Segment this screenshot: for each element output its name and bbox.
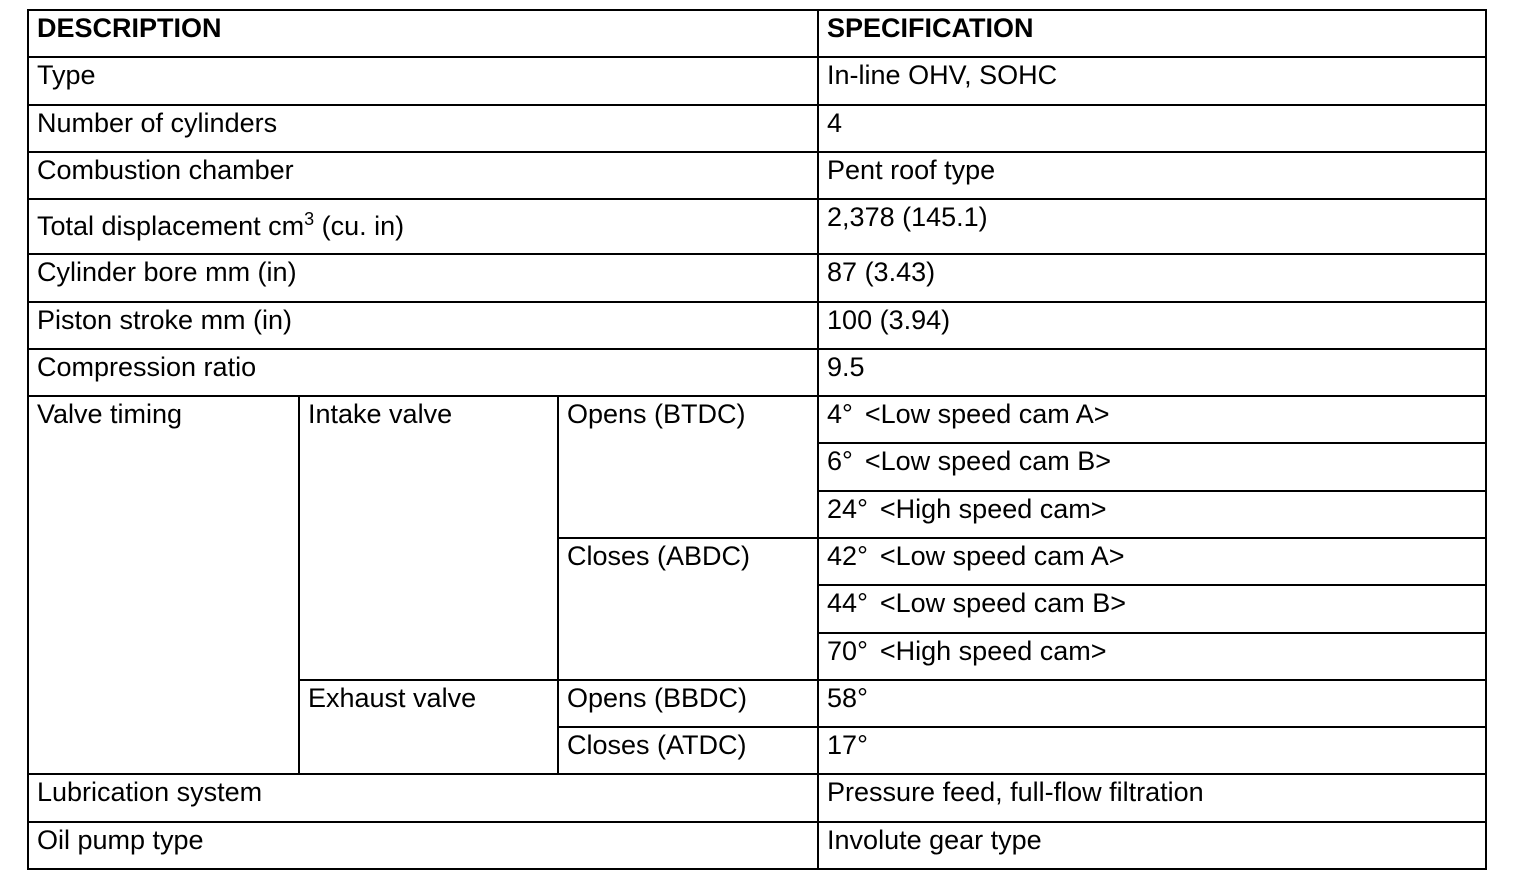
table-header-row — [28, 10, 1486, 57]
description-header: DESCRIPTION — [28, 10, 818, 57]
exhaust-closes-label: Closes (ATDC) — [558, 727, 818, 774]
table-row — [28, 254, 1486, 301]
table-row — [28, 396, 1486, 443]
row-description: Type — [28, 57, 818, 104]
row-specification: Pent roof type — [818, 152, 1486, 199]
valve-timing-label: Valve timing — [28, 396, 299, 774]
degree-value: 44° — [827, 588, 868, 619]
table-row — [28, 199, 1486, 254]
table-row — [28, 349, 1486, 396]
row-description: Number of cylinders — [28, 105, 818, 152]
intake-opens-label: Opens (BTDC) — [558, 396, 818, 538]
row-specification: 2,378 (145.1) — [818, 199, 1486, 254]
row-description: Piston stroke mm (in) — [28, 302, 818, 349]
displacement-unit: (cu. in) — [314, 211, 405, 242]
row-description: Combustion chamber — [28, 152, 818, 199]
engine-spec-table — [27, 9, 1487, 870]
cam-label: <Low speed cam A> — [879, 540, 1125, 571]
table-row — [28, 822, 1486, 869]
exhaust-opens-label: Opens (BBDC) — [558, 680, 818, 727]
cam-label: <High speed cam> — [879, 635, 1107, 666]
degree-value: 24° — [827, 493, 868, 524]
intake-closes-label: Closes (ABDC) — [558, 538, 818, 680]
degree-value: 70° — [827, 635, 868, 666]
row-specification — [818, 538, 1486, 585]
row-description: Lubrication system — [28, 774, 818, 821]
row-description: Oil pump type — [28, 822, 818, 869]
row-description — [28, 199, 818, 254]
cam-label: <High speed cam> — [879, 493, 1107, 524]
degree-value: 42° — [827, 540, 868, 571]
row-specification — [818, 443, 1486, 490]
displacement-label: Total displacement cm — [37, 211, 305, 242]
row-specification: 9.5 — [818, 349, 1486, 396]
degree-value: 6° — [827, 446, 853, 477]
row-specification: Pressure feed, full-flow filtration — [818, 774, 1486, 821]
row-specification: 58° — [818, 680, 1486, 727]
row-specification: Involute gear type — [818, 822, 1486, 869]
cam-label: <Low speed cam A> — [864, 399, 1110, 430]
row-specification: 87 (3.43) — [818, 254, 1486, 301]
row-specification: 4 — [818, 105, 1486, 152]
cam-label: <Low speed cam B> — [879, 588, 1127, 619]
specification-header: SPECIFICATION — [818, 10, 1486, 57]
displacement-superscript: 3 — [304, 209, 315, 230]
degree-value: 4° — [827, 399, 853, 430]
table-row — [28, 105, 1486, 152]
row-specification — [818, 491, 1486, 538]
exhaust-valve-label: Exhaust valve — [299, 680, 558, 775]
table-row — [28, 57, 1486, 104]
row-specification: 17° — [818, 727, 1486, 774]
row-specification — [818, 633, 1486, 680]
table-row — [28, 774, 1486, 821]
table-row — [28, 302, 1486, 349]
row-specification: 100 (3.94) — [818, 302, 1486, 349]
row-specification — [818, 396, 1486, 443]
intake-valve-label: Intake valve — [299, 396, 558, 680]
row-description: Compression ratio — [28, 349, 818, 396]
table-row — [28, 152, 1486, 199]
row-description: Cylinder bore mm (in) — [28, 254, 818, 301]
cam-label: <Low speed cam B> — [864, 446, 1112, 477]
row-specification — [818, 585, 1486, 632]
row-specification: In-line OHV, SOHC — [818, 57, 1486, 104]
